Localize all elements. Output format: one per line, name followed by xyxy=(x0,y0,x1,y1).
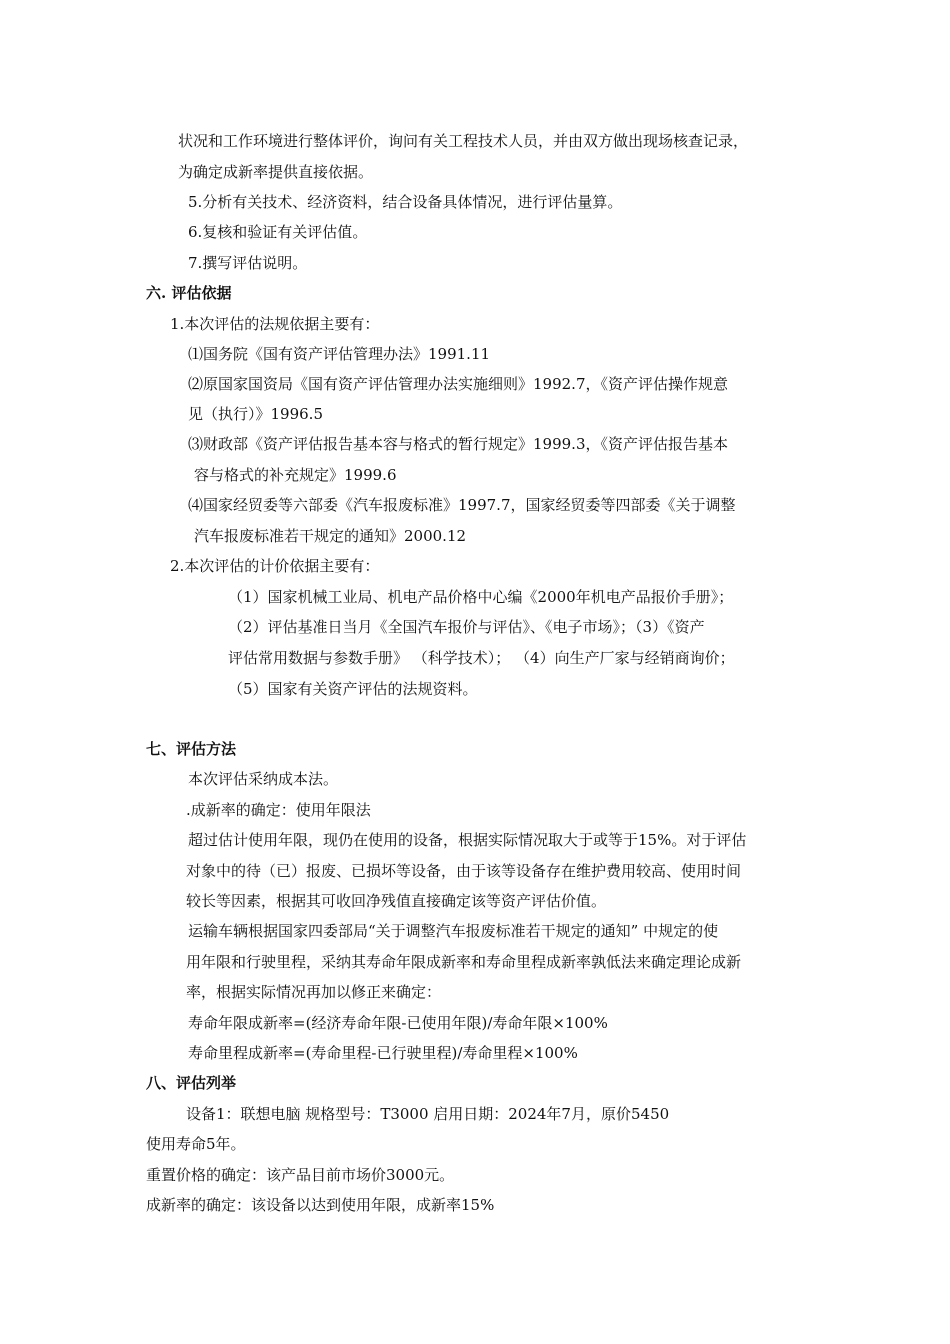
section-heading-8: 八、评估列举 xyxy=(146,1074,237,1092)
text-line: （5）国家有关资产评估的法规资料。 xyxy=(228,680,478,698)
text-line: 对象中的待（已）报废、已损坏等设备，由于该等设备存在维护费用较高、使用时间 xyxy=(186,862,742,880)
text-line: 较长等因素，根据其可收回净残值直接确定该等资产评估价值。 xyxy=(186,892,607,910)
text-line: （1）国家机械工业局、机电产品价格中心编《2000年机电产品报价手册》； xyxy=(228,588,734,606)
text-line: 使用寿命5年。 xyxy=(146,1135,246,1153)
section-heading-7: 七、评估方法 xyxy=(146,740,237,758)
text-line: ⑴国务院《国有资产评估管理办法》1991.11 xyxy=(188,345,491,363)
text-line: 5.分析有关技术、经济资料，结合设备具体情况，进行评估量算。 xyxy=(188,193,623,211)
text-line: 评估常用数据与参数手册》 （科学技术）； （4）向生产厂家与经销商询价； xyxy=(228,649,735,667)
formula-line: 寿命年限成新率=(经济寿命年限-已使用年限)/寿命年限×100% xyxy=(188,1014,608,1032)
text-line: 设备1：联想电脑 规格型号：T3000 启用日期：2024年7月，原价5450 xyxy=(186,1105,670,1123)
text-line: 运输车辆根据国家四委部局“关于调整汽车报废标准若干规定的通知” 中规定的使 xyxy=(188,922,719,940)
text-line: 状况和工作环境进行整体评价，询问有关工程技术人员，并由双方做出现场核查记录， xyxy=(178,132,749,150)
section-heading-6: 六. 评估依据 xyxy=(146,284,232,302)
text-line: ⑷国家经贸委等六部委《汽车报废标准》1997.7，国家经贸委等四部委《关于调整 xyxy=(188,496,736,514)
text-line: 2.本次评估的计价依据主要有： xyxy=(170,557,380,575)
text-line: 汽车报废标准若干规定的通知》2000.12 xyxy=(194,527,467,545)
text-line: 重置价格的确定：该产品目前市场价3000元。 xyxy=(146,1166,455,1184)
text-line: 率，根据实际情况再加以修正来确定： xyxy=(186,983,442,1001)
text-line: ⑵原国家国资局《国有资产评估管理办法实施细则》1992.7，《资产评估操作规意 xyxy=(188,375,728,393)
text-line: 本次评估采纳成本法。 xyxy=(188,770,339,788)
text-line: 超过估计使用年限，现仍在使用的设备，根据实际情况取大于或等于15%。对于评估 xyxy=(188,831,747,849)
text-line: 7.撰写评估说明。 xyxy=(188,254,308,272)
text-line: 容与格式的补充规定》1999.6 xyxy=(194,466,397,484)
text-line: 见（执行）》1996.5 xyxy=(188,405,323,423)
formula-line: 寿命里程成新率=(寿命里程-已行驶里程)/寿命里程×100% xyxy=(188,1044,578,1062)
text-line: 为确定成新率提供直接依据。 xyxy=(178,163,374,181)
text-line: 1.本次评估的法规依据主要有： xyxy=(170,315,380,333)
text-line: 6.复核和验证有关评估值。 xyxy=(188,223,368,241)
text-line: 成新率的确定：该设备以达到使用年限，成新率15% xyxy=(146,1196,495,1214)
text-line: ⑶财政部《资产评估报告基本容与格式的暂行规定》1999.3，《资产评估报告基本 xyxy=(188,435,728,453)
text-line: 用年限和行驶里程，采纳其寿命年限成新率和寿命里程成新率孰低法来确定理论成新 xyxy=(186,953,742,971)
text-line: .成新率的确定：使用年限法 xyxy=(186,801,371,819)
text-line: （2）评估基准日当月《全国汽车报价与评估》、《电子市场》；（3）《资产 xyxy=(228,618,705,636)
